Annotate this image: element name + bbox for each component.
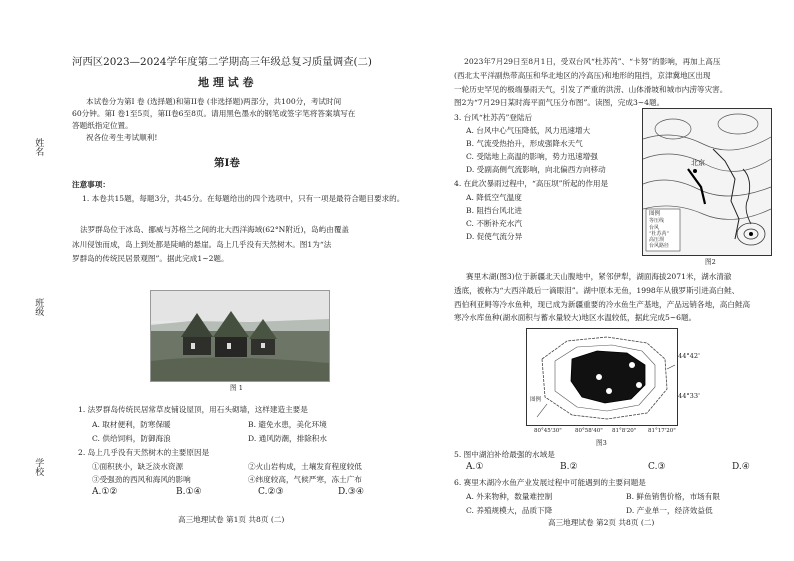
question-6-option-a[interactable]: A. 外来物种，数量难控制	[466, 492, 553, 501]
passage-2-line-3: 一轮历史罕见的极端暴雨天气，引发了严重的洪涝、山体滑坡和城市内涝等灾害。	[454, 85, 728, 94]
question-5-option-b[interactable]: B.②	[560, 462, 578, 472]
question-1-option-b[interactable]: B. 避免水患，美化环境	[248, 420, 327, 429]
passage-3-line-2: 透底，被称为“大西洋最后一滴眼泪”。湖中原本无鱼，1998年从俄罗斯引进高白鲑、	[454, 286, 740, 295]
question-2-option-c[interactable]: C.②③	[258, 487, 284, 497]
question-2-option-d[interactable]: D.③④	[338, 487, 364, 497]
question-4-stem: 4. 在此次暴雨过程中，“高压坝”所起的作用是	[454, 179, 609, 188]
intro-line-4: 祝各位考生考试顺利!	[86, 133, 158, 142]
question-3-option-b[interactable]: B. 气流受热抬升，形成强降水天气	[466, 139, 583, 148]
question-5-option-d[interactable]: D.④	[732, 462, 750, 472]
question-2-choice-4: ④纬度较高，气候严寒，冻土广布	[248, 475, 362, 484]
notice-rule: 1. 本卷共15题，每题3分，共45分。在每题给出的四个选项中，只有一项是最符合题目要求的。	[82, 194, 405, 203]
question-3-option-d[interactable]: D. 受副高侧气流影响，向北偏西方向移动	[466, 165, 606, 174]
right-page-footer: 高三地理试卷 第2页 共8页 (二)	[548, 518, 655, 527]
intro-line-3: 答题纸指定位置。	[72, 121, 133, 130]
passage-3-line-1: 赛里木湖(图3)位于新疆北天山腹地中，紧邻伊犁，湖面海拔2071米，湖水清澈	[466, 272, 732, 281]
map2-legend-high-dam: 高压坝	[649, 237, 665, 243]
map3-longitude-1: 80°45'30"	[534, 428, 562, 434]
question-3-stem: 3. 台风“杜苏芮”登陆后	[454, 113, 533, 122]
passage-3-line-3: 西伯利亚鲟等冷水鱼种，现已成为新疆重要的冷水鱼生产基地，产品远销各地，高白鲑高	[454, 300, 751, 309]
class-label: 班级	[33, 298, 44, 316]
question-5-option-c[interactable]: C.③	[648, 462, 666, 472]
question-6-option-d[interactable]: D. 产业单一，经济效益低	[626, 506, 713, 515]
name-label: 姓名	[33, 138, 44, 156]
question-5-option-a[interactable]: A.①	[466, 462, 484, 472]
question-6-option-c[interactable]: C. 养殖规模大，品质下降	[466, 506, 553, 515]
map3-longitude-2: 80°58'40"	[575, 428, 603, 434]
question-2-choice-2: ②火山岩构成，土壤发育程度较低	[248, 462, 362, 471]
passage-2-line-4: 图2为“7月29日某时海平面气压分布图”。读图，完成3~4题。	[454, 98, 665, 107]
figure-2-pressure-map	[642, 108, 772, 256]
map2-legend-typhoon: 台风	[649, 225, 660, 231]
question-1-stem: 1. 法罗群岛传统民居常草皮铺设屋顶，用石头砌墙，这样建造主要是	[78, 405, 308, 414]
map2-legend-path: 台风路径	[649, 243, 670, 249]
passage-1-line-3: 罗群岛的传统民居景观图”。据此完成1~2题。	[72, 254, 229, 263]
question-6-stem: 6. 赛里木湖冷水鱼产业发展过程中可能遇到的主要问题是	[454, 478, 646, 487]
question-4-option-b[interactable]: B. 阻挡台风北进	[466, 206, 522, 215]
figure-1-caption: 图 1	[230, 384, 243, 392]
question-4-option-a[interactable]: A. 降低空气温度	[466, 193, 522, 202]
question-1-option-a[interactable]: A. 取材便利，防寒保暖	[92, 420, 171, 429]
question-1-option-c[interactable]: C. 供给饲料，防御海浪	[92, 434, 171, 443]
left-page-footer: 高三地理试卷 第1页 共8页 (二)	[178, 515, 285, 524]
intro-line-1: 本试卷分为第I 卷 (选择题)和第II卷 (非选择题)两部分，共100分，考试时间	[86, 97, 342, 106]
subject-title: 地 理 试 卷	[198, 76, 254, 89]
figure-3-caption: 图3	[596, 439, 607, 447]
question-2-stem: 2. 岛上几乎没有天然树木的主要原因是	[78, 448, 210, 457]
question-2-choice-3: ③受强劲的西风和海风的影响	[92, 475, 191, 484]
question-4-option-d[interactable]: D. 促使气流分异	[466, 232, 523, 241]
question-2-option-a[interactable]: A.①②	[92, 487, 118, 497]
map3-legend-title: 图例	[530, 397, 542, 403]
question-3-option-a[interactable]: A. 台风中心气压降低，风力迅速增大	[466, 126, 591, 135]
exam-header: 河西区2023—2024学年度第二学期高三年级总复习质量调查(二)	[72, 56, 372, 68]
figure-1-photo	[150, 290, 330, 382]
map3-latitude-north: 44°42'	[678, 352, 700, 360]
figure-2-caption: 图2	[705, 258, 716, 266]
passage-2-line-2: (西北太平洋副热带高压和华北地区的冷高压)和地形的阻挡，京津冀地区出现	[454, 71, 711, 80]
map3-longitude-3: 81°8'20"	[612, 428, 637, 434]
figure-3-lake-map	[526, 328, 678, 426]
school-label: 学校	[33, 458, 44, 476]
passage-3-line-4: 寒冷水库鱼种(湖水面积与蓄水量较大)地区水温较低，据此完成5~6题。	[454, 313, 697, 322]
notice-heading: 注意事项：	[72, 180, 110, 189]
question-2-option-b[interactable]: B.①④	[176, 487, 202, 497]
question-1-option-d[interactable]: D. 通风防潮，排除积水	[248, 434, 327, 443]
map2-legend-dusurui: “杜苏芮”	[649, 231, 670, 237]
question-4-option-c[interactable]: C. 不断补充水汽	[466, 219, 522, 228]
question-2-choice-1: ①面积狭小，缺乏淡水资源	[92, 462, 184, 471]
volume-title: 第I卷	[214, 157, 240, 169]
question-3-option-c[interactable]: C. 受陆地上高温的影响，势力迅速增强	[466, 152, 598, 161]
map3-longitude-4: 81°17'20"	[648, 428, 676, 434]
passage-1-line-1: 法罗群岛位于冰岛、挪威与苏格兰之间的北大西洋海域(62°N附近)，岛屿由覆盖	[80, 225, 350, 234]
beijing-label: 北京	[691, 159, 705, 167]
intro-line-2: 60分钟。第I 卷1至5页，第II卷6至8页。请用黑色墨水的钢笔或签字笔将答案填写在	[72, 109, 356, 118]
question-5-stem: 5. 图中湖泊补给最强的水域是	[454, 450, 555, 459]
passage-1-line-2: 冰川侵蚀而成，岛上到处都是陡峭的悬崖。岛上几乎没有天然树木。图1为“法	[72, 240, 332, 249]
map2-legend-isobar: 等压线	[649, 218, 665, 224]
map2-legend-title: 图例	[649, 211, 661, 217]
map3-latitude-south: 44°33'	[678, 392, 700, 400]
passage-2-line-1: 2023年7月29日至8月1日，受双台风“杜苏芮”、“卡努”的影响，再加上高压	[464, 57, 721, 66]
question-6-option-b[interactable]: B. 鲜鱼销售价格，市场有限	[626, 492, 720, 501]
